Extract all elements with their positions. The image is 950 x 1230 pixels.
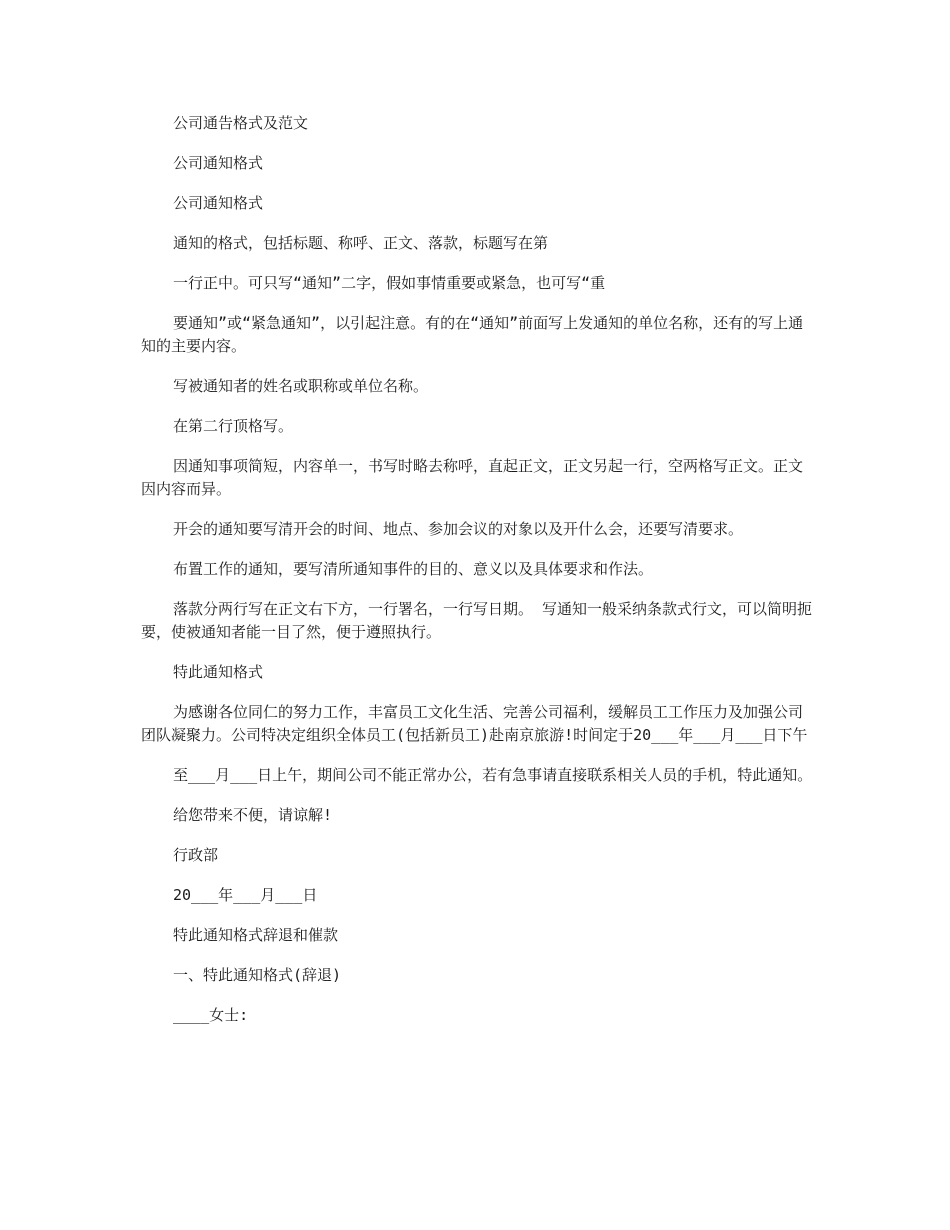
doc-paragraph: 要通知”或“紧急通知”，以引起注意。有的在“通知”前面写上发通知的单位名称，还有的写上通知的主要内容。 <box>141 314 804 355</box>
doc-heading: 一、特此通知格式(辞退) <box>173 966 342 984</box>
doc-paragraph: 至___月___日上午，期间公司不能正常办公，若有急事请直接联系相关人员的手机，特此通知。 <box>173 766 813 784</box>
doc-salutation: ____女士: <box>173 1006 249 1024</box>
doc-paragraph: 为感谢各位同仁的努力工作，丰富员工文化生活、完善公司福利，缓解员工工作压力及加强公司团队凝聚力。公司特决定组织全体员工(包括新员工)赴南京旅游!时间定于20___年___月___日下午 <box>141 703 808 744</box>
doc-paragraph: 落款分两行写在正文右下方，一行署名，一行写日期。 写通知一般采纳条款式行文，可以简明扼要，使被通知者能一目了然，便于遵照执行。 <box>141 600 813 641</box>
doc-paragraph: 写被通知者的姓名或职称或单位名称。 <box>173 377 429 395</box>
doc-heading: 公司通知格式 <box>173 194 264 212</box>
doc-paragraph: 开会的通知要写清开会的时间、地点、参加会议的对象以及开什么会，还要写清要求。 <box>173 520 744 538</box>
document-body <box>141 112 816 1044</box>
doc-heading: 特此通知格式 <box>173 663 264 681</box>
doc-date: 20___年___月___日 <box>173 886 318 904</box>
doc-title: 公司通告格式及范文 <box>173 114 309 132</box>
doc-paragraph: 通知的格式，包括标题、称呼、正文、落款，标题写在第 <box>173 234 549 252</box>
doc-paragraph: 在第二行顶格写。 <box>173 417 294 435</box>
doc-heading: 公司通知格式 <box>173 154 264 172</box>
doc-paragraph: 因通知事项简短，内容单一，书写时略去称呼，直起正文，正文另起一行，空两格写正文。正文因内容而异。 <box>141 457 804 498</box>
doc-signature: 行政部 <box>173 846 219 864</box>
doc-paragraph: 给您带来不便，请谅解! <box>173 806 333 824</box>
doc-heading: 特此通知格式辞退和催款 <box>173 926 339 944</box>
doc-paragraph: 一行正中。可只写“通知”二字，假如事情重要或紧急，也可写“重 <box>173 274 606 292</box>
doc-paragraph: 布置工作的通知，要写清所通知事件的目的、意义以及具体要求和作法。 <box>173 560 654 578</box>
